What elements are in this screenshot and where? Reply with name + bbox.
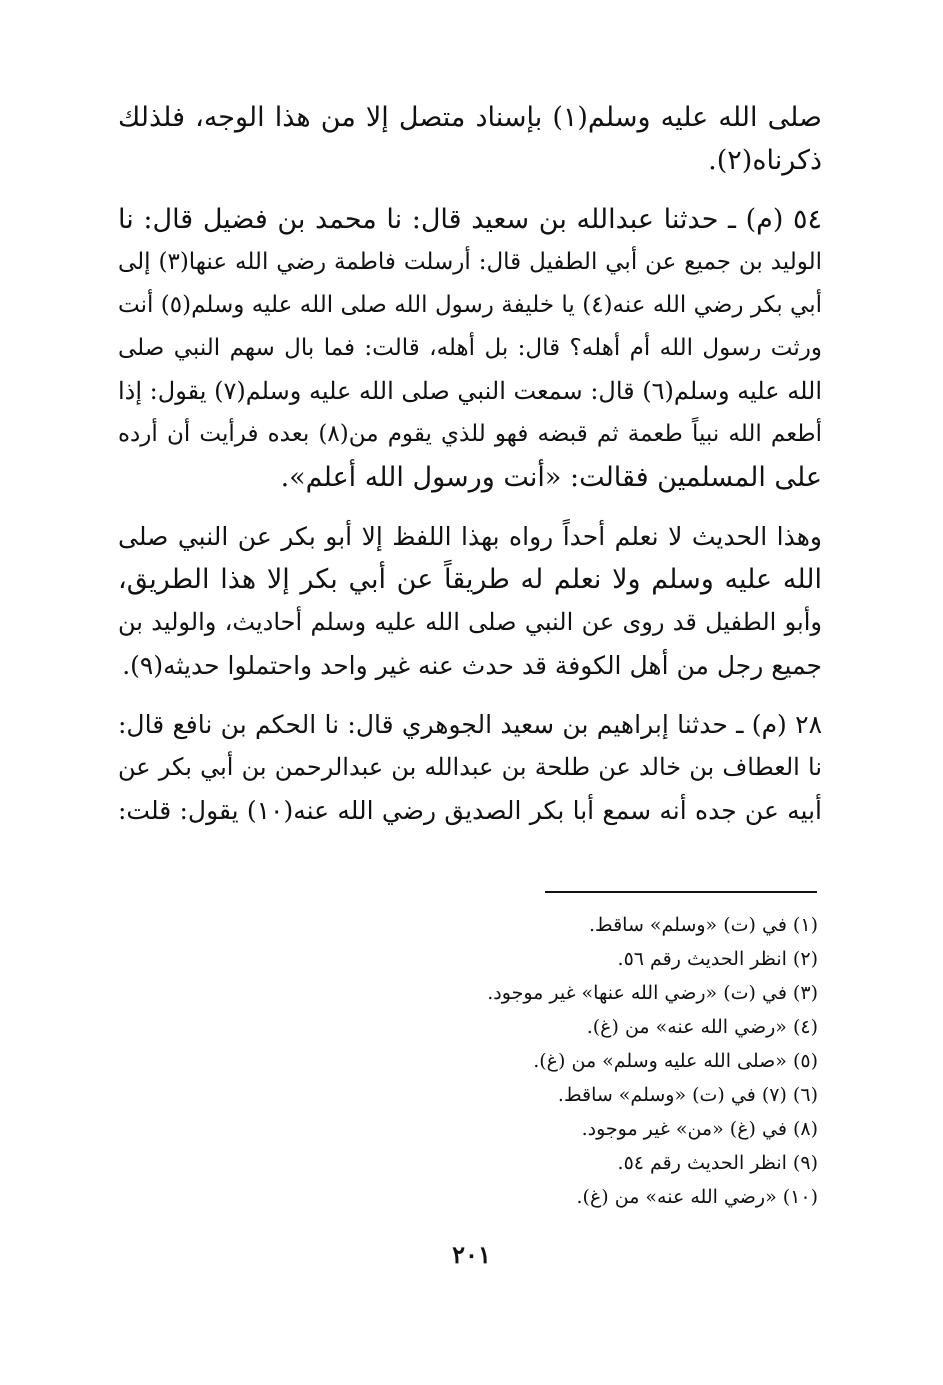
footnote-item: (١) في (ت) «وسلم» ساقط. bbox=[589, 914, 818, 936]
text-line: الله عليه وسلم ولا نعلم له طريقاً عن أبي بكر إلا هذا الطريق، bbox=[118, 564, 822, 595]
text-line: الوليد بن جميع عن أبي الطفيل قال: أرسلت فاطمة رضي الله عنها(٣) إلى bbox=[118, 249, 822, 275]
footnote-item: (٣) في (ت) «رضي الله عنها» غير موجود. bbox=[487, 982, 818, 1004]
text-line: ٢٨ (م) ـ حدثنا إبراهيم بن سعيد الجوهري قال: نا الحكم بن نافع قال: bbox=[118, 710, 822, 739]
text-line: صلى الله عليه وسلم(١) بإسناد متصل إلا من هذا الوجه، فلذلك bbox=[118, 102, 822, 133]
text-line: أبيه عن جده أنه سمع أبا بكر الصديق رضي الله عنه(١٠) يقول: قلت: bbox=[118, 796, 822, 825]
footnote-item: (٢) انظر الحديث رقم ٥٦. bbox=[617, 948, 818, 970]
footnote-item: (٨) في (غ) «من» غير موجود. bbox=[581, 1118, 818, 1140]
text-line: أبي بكر رضي الله عنه(٤) يا خليفة رسول الله صلى الله عليه وسلم(٥) أنت bbox=[118, 292, 822, 318]
text-line: ٥٤ (م) ـ حدثنا عبدالله بن سعيد قال: نا محمد بن فضيل قال: نا bbox=[118, 204, 822, 235]
text-line: نا العطاف بن خالد عن طلحة بن عبدالله بن عبدالرحمن بن أبي بكر عن bbox=[118, 753, 822, 781]
text-line: ذكرناه(٢). bbox=[708, 145, 822, 176]
text-line: ورثت رسول الله أم أهله؟ قال: بل أهله، قالت: فما بال سهم النبي صلى bbox=[118, 335, 822, 361]
footnote-item: (٩) انظر الحديث رقم ٥٤. bbox=[617, 1152, 818, 1174]
text-line: وأبو الطفيل قد روى عن النبي صلى الله عليه وسلم أحاديث، والوليد بن bbox=[118, 608, 822, 636]
footnote-divider bbox=[545, 891, 817, 893]
footnote-item: (٦) (٧) في (ت) «وسلم» ساقط. bbox=[557, 1084, 818, 1106]
footnote-item: (١٠) «رضي الله عنه» من (غ). bbox=[576, 1186, 818, 1208]
main-text bbox=[118, 96, 822, 832]
footnote-item: (٥) «صلى الله عليه وسلم» من (غ). bbox=[533, 1050, 818, 1072]
text-line: أطعم الله نبياً طعمة ثم قبضه فهو للذي يقوم من(٨) بعده فرأيت أن أرده bbox=[118, 421, 822, 447]
footnotes bbox=[400, 908, 818, 1214]
text-line: وهذا الحديث لا نعلم أحداً رواه بهذا اللفظ إلا أبو بكر عن النبي صلى bbox=[118, 522, 822, 551]
text-line: الله عليه وسلم(٦) قال: سمعت النبي صلى الله عليه وسلم(٧) يقول: إذا bbox=[118, 377, 822, 405]
text-line: على المسلمين فقالت: «أنت ورسول الله أعلم». bbox=[280, 462, 822, 493]
text-line: جميع رجل من أهل الكوفة قد حدث عنه غير واحد واحتملوا حديثه(٩). bbox=[122, 651, 822, 680]
page-number: ٢٠١ bbox=[452, 1240, 491, 1269]
footnote-item: (٤) «رضي الله عنه» من (غ). bbox=[586, 1016, 818, 1038]
